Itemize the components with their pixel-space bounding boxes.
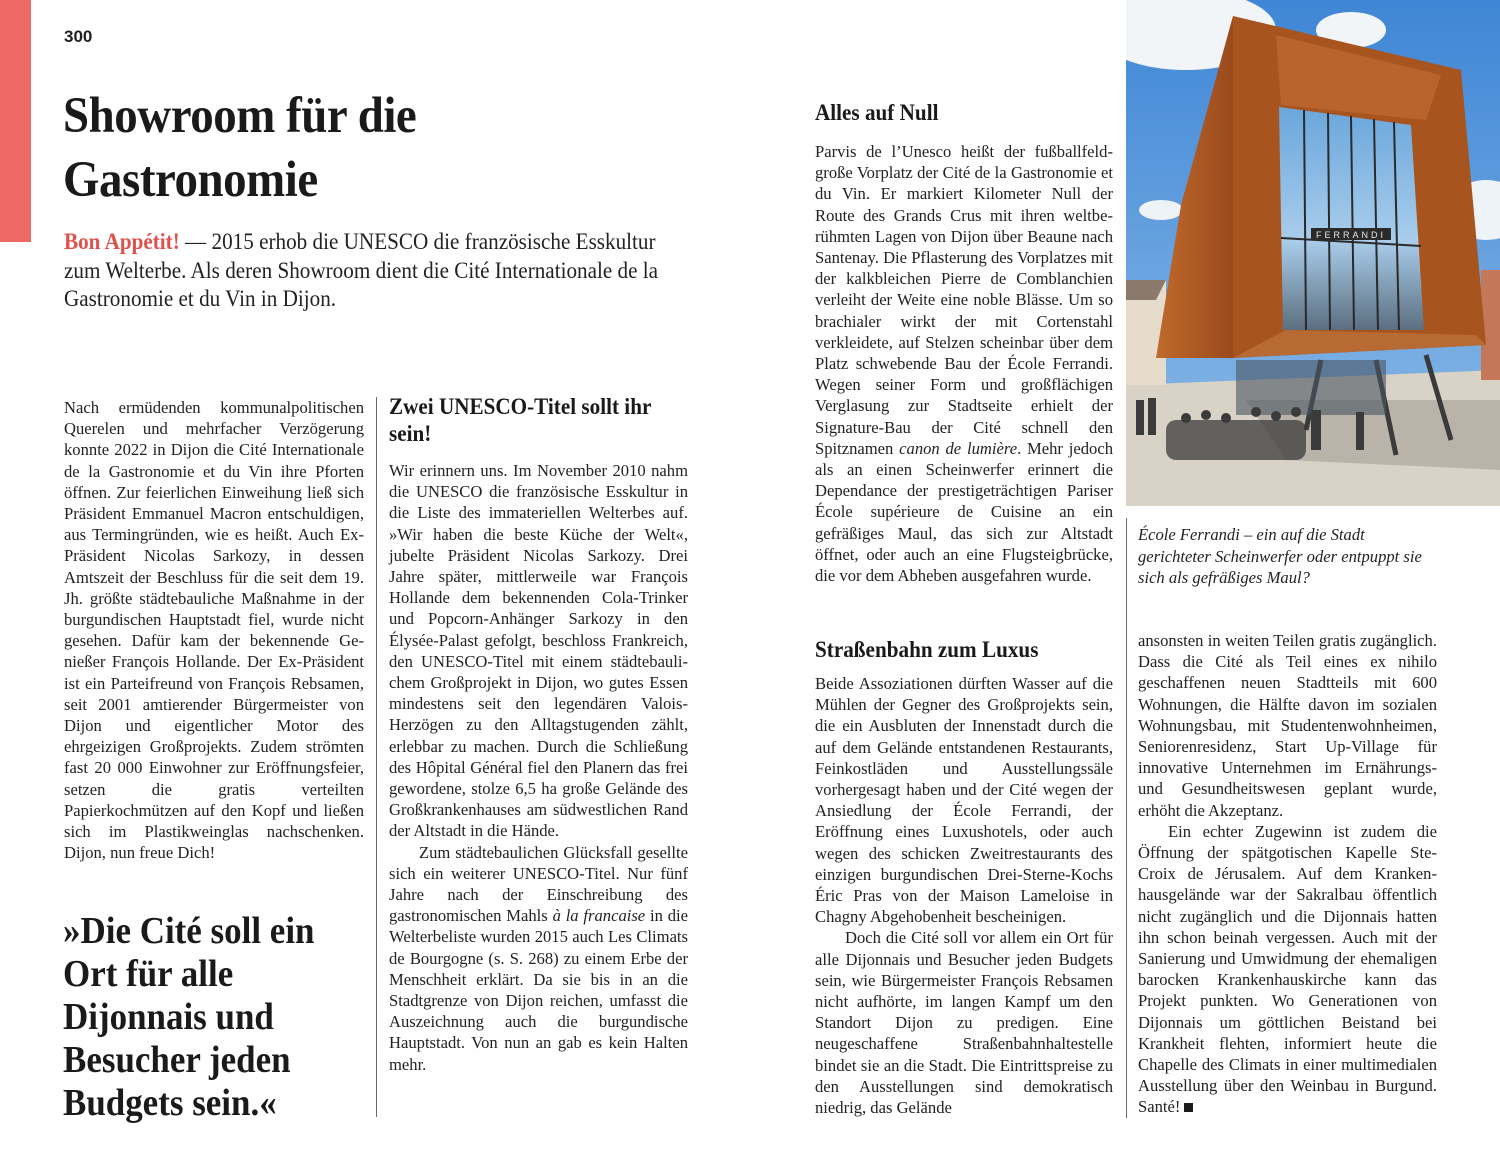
column-1 bbox=[64, 397, 364, 863]
text-run: Ein echter Zugewinn ist zudem die Öffnung der spätgotischen Kapelle Ste-Croix de Jérusalem. Auf dem Krankenhausgelände war der Sakralbau öffentlich nicht zugänglich und die Dijonnais hatten ihn schon beinah vergessen. Auch mit der Sanierung und Umwidmung der ehemaligen barocken Krankenhauskirche kann das Projekt punkten. Wo Generationen von Dijonnais um göttlichen Beistand bei Krankheit flehten, informiert heute die Chapelle des Climats in einer multimedialen Ausstellung über den Weinbau in Burgund. Santé! bbox=[1138, 821, 1437, 1117]
section-heading-tram: Straßenbahn zum Luxus bbox=[815, 637, 1039, 662]
column-divider bbox=[1126, 518, 1127, 1118]
page-title bbox=[63, 84, 416, 212]
column-2-paragraph-1: Wir erinnern uns. Im November 2010 nahm die UNESCO die französische Esskultur in die Liste des immateriellen Welterbes auf. »Wir haben die beste Küche der Welt«, jubelte Präsident Nicolas Sarkozy. Drei Jahre später, mittlerweile war François Hollande dem bekennenden Cola-Trinker und Popcorn-Anhänger Sarkozy in den Élysée-Palast gefolgt, beschloss Frankreich, den UNESCO-Titel mit einem städtebaulichem Großprojekt in Dijon, wo gutes Essen mindestens seit den legendären Valois-Herzögen zu den Alltagstugenden zählt, erlebbar zu machen. Durch die Schließung des Hôpital Général fiel den Planern das frei gewordene, stolze 6,5 ha große Gelände des Großkrankenhauses am südwestlichen Rand der Altstadt in die Hände. bbox=[389, 461, 688, 841]
lead-highlight: Bon Appétit! bbox=[64, 229, 180, 255]
photo-illustration bbox=[1126, 0, 1500, 506]
section-heading-unesco: Zwei UNESCO-Titel sollt ihr sein! bbox=[389, 394, 651, 446]
photo-caption: École Ferrandi – ein auf die Stadt gerichteter Scheinwerfer oder entpuppt sie sich als gefräßiges Maul? bbox=[1138, 525, 1422, 587]
pull-quote: »Die Cité soll ein Ort für alle Dijonnais und Besucher jeden Budgets sein.« bbox=[63, 910, 315, 1124]
end-of-article-mark-icon bbox=[1184, 1103, 1193, 1112]
text-run: . Mehr jedoch als an einen Scheinwerfer erinnert die Dependance der prestigeträchtigen Pariser École supérieure de Cuisine an ein gefräßiges Maul, das sich zur Altstadt öffnet, oder auch an eine Flugsteigbrücke, die vor dem Abheben ausgefahren wurde. bbox=[815, 438, 1113, 586]
column-4 bbox=[1138, 630, 1437, 1118]
lead-paragraph bbox=[64, 228, 694, 314]
column-2 bbox=[389, 460, 688, 1075]
lead-text: — 2015 erhob die UNESCO die französische Esskultur zum Welterbe. Als deren Showroom dient die Cité Internationale de la Gastronomie et du Vin in Dijon. bbox=[64, 229, 659, 312]
text-run: in die Welterbeliste wurden 2015 auch Les Climats de Bourgogne (s. S. 268) zu einem Erbe der Menschheit erklärt. Da sie bis in an die Stadtgrenze von Dijon reichen, umfasst die Auszeichnung auch die burgundische Hauptstadt. Von nun an gab es kein Halten mehr. bbox=[389, 906, 689, 1074]
accent-bar bbox=[0, 0, 31, 242]
column-divider bbox=[376, 397, 377, 1117]
italic-run: canon de lumière bbox=[899, 438, 1018, 458]
column-4-paragraph-2 bbox=[1138, 821, 1437, 1118]
title-line-2: Gastronomie bbox=[63, 152, 318, 208]
ecole-ferrandi-photo bbox=[1126, 0, 1500, 506]
title-line-1: Showroom für die bbox=[63, 88, 417, 144]
text-run: Parvis de l’Unesco heißt der fußballfeldgroße Vorplatz der Cité de la Gastronomie et du Vin. Er markiert Kilometer Null der Route des Grands Crus mit ihren weltberühmten Lagen von Dijon über Beaune nach Santenay. Die Pflasterung des Vorplatzes mit der kalkbleichen Pierre de Comblanchien verleiht der Weite eine noble Blässe. Um so brachialer wirkt der mit Cortenstahl verkleidete, auf Stelzen scheinbar über dem Platz schwebende Bau der École Ferrandi. Wegen seiner Form und großflächigen Verglasung zur Stadtseite erhielt der Signature-Bau der Cité schnell den Spitznamen bbox=[815, 142, 1113, 458]
column-2-paragraph-2 bbox=[389, 842, 688, 1075]
column-3b bbox=[815, 673, 1113, 1118]
column-3 bbox=[815, 141, 1113, 586]
column-3b-paragraph-1: Beide Assoziationen dürften Wasser auf die Mühlen der Gegner des Großprojekts sein, die ein Ausbluten der Innenstadt durch die auf dem Gelände entstandenen Restaurants, Feinkostläden und Ausstellungssäle vorhergesagt haben und der Cité wegen der Ansiedlung der École Ferrandi, der Eröffnung eines Luxushotels, oder auch wegen des schicken Zweitrestaurants des einzigen burgundischen Drei-Sterne-Kochs Éric Pras von der Maison Lameloise in Chagny Abgehobenheit bescheinigen. bbox=[815, 674, 1113, 927]
page-number: 300 bbox=[64, 27, 93, 46]
column-1-paragraph: Nach ermüdenden kommunalpolitischen Querelen und mehrfacher Verzögerung konnte 2022 in Dijon die Cité Internationale de la Gastronomie et du Vin ihre Pforten öffnen. Zur feierlichen Einweihung ließ sich Präsident Emmanuel Macron entschuldigen, aus Termingründen, wie es heißt. Auch Ex-Präsident Nicolas Sarkozy, in dessen Amtszeit der Beschluss für die seit dem 19. Jh. größte städtebauliche Maßnahme in der burgundischen Hauptstadt fiel, wurde nicht gesehen. Dafür kam der bekennende Genießer François Hollande. Der Ex-Präsident ist ein Parteifreund von François Rebsamen, seit 2001 amtierender Bürgermeister von Dijon und eigentlicher Motor des ehrgeizigen Großprojekts. Zudem strömten fast 20 000 Einwohner zur Eröffnungsfeier, setzen die gratis verteilten Papierkochmützen auf den Kopf und ließen sich im Plastikweinglas nachschenken. Dijon, nun freue Dich! bbox=[64, 398, 364, 863]
text-run: Zum städtebaulichen Glücksfall gesellte sich ein weiterer UNESCO-Titel. Nur fünf Jahre nach der Einschreibung des gastronomischen Mahls bbox=[389, 842, 688, 926]
section-heading-null: Alles auf Null bbox=[815, 100, 939, 125]
column-3b-paragraph-2: Doch die Cité soll vor allem ein Ort für alle Dijonnais und Besucher jeden Budgets sein, wie Bürgermeister François Rebsamen nicht aufhörte, im langen Kampf um den Standort Dijon zu predigen. Eine neugeschaffene Straßenbahnhaltestelle bindet sie an die Stadt. Die Eintrittspreise zu den Ausstellungen sind demokratisch niedrig, das Gelände bbox=[815, 928, 1113, 1118]
column-3-paragraph bbox=[815, 141, 1113, 586]
italic-run: à la francaise bbox=[552, 906, 646, 926]
ferrandi-sign: FERRANDI bbox=[1315, 230, 1387, 240]
column-4-paragraph-1: ansonsten in weiten Teilen gratis zugänglich. Dass die Cité als Teil eines ex nihilo geschaffenen neuen Stadtteils mit 600 Wohnungen, die Hälfte davon im sozialen Wohnungsbau, mit Studentenwohnheimen, Seniorenresidenz, Start Up-Village für innovative Unternehmen im Ernährungs- und Gesundheitswesen geplant wurde, erhöht die Akzeptanz. bbox=[1138, 631, 1437, 820]
